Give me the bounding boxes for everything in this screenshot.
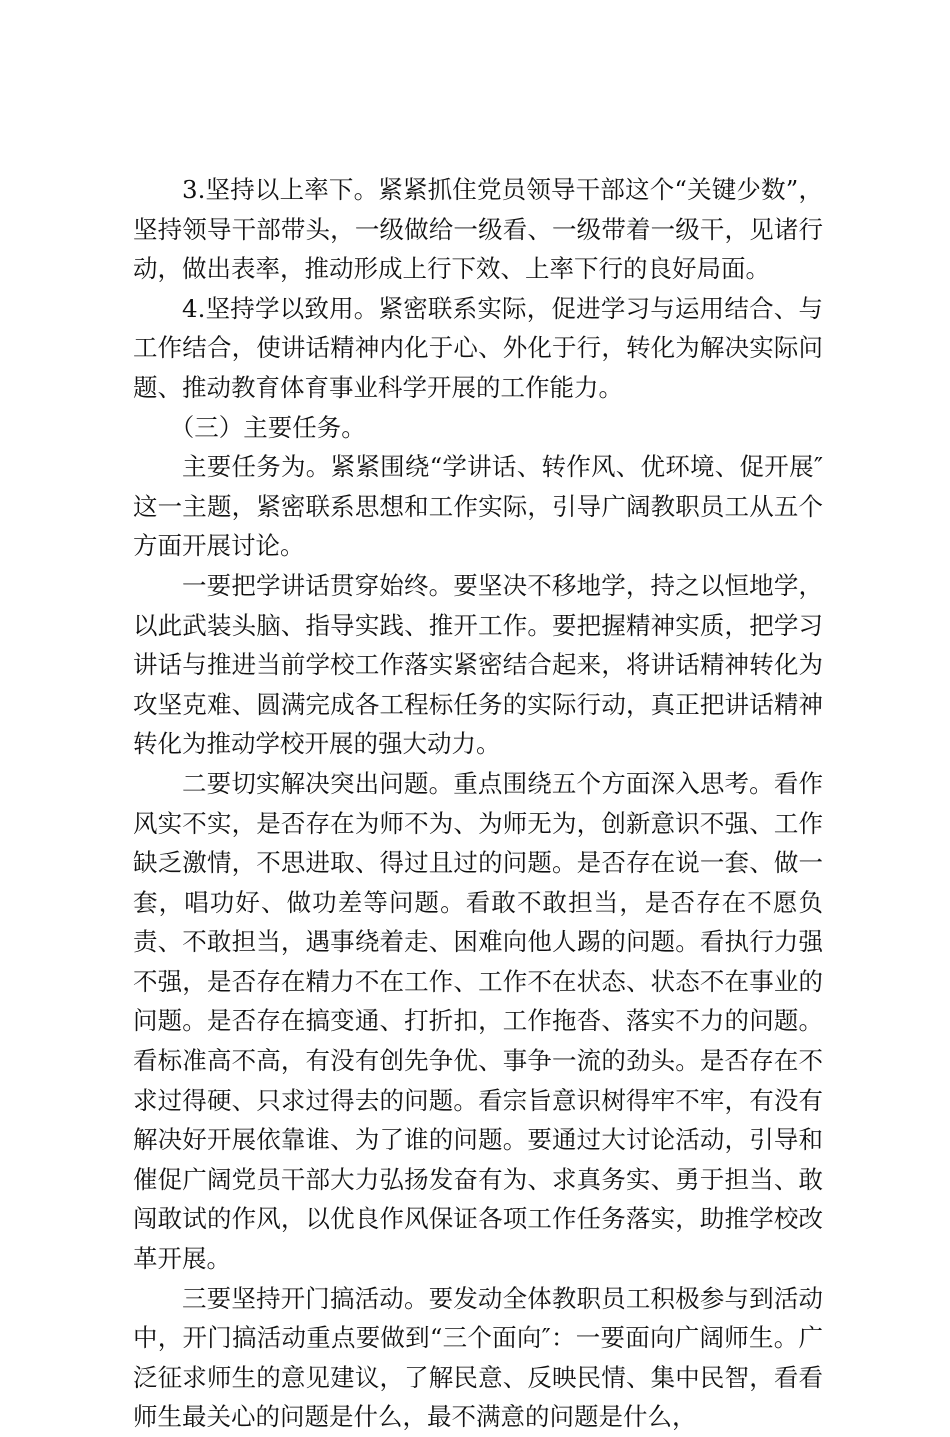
paragraph-principle-3: 3.坚持以上率下。紧紧抓住党员领导干部这个“关键少数”，坚持领导干部带头，一级做给一级看、一级带着一级干，见诸行动，做出表率，推动形成上行下效、上率下行的良好局面。 <box>133 175 823 284</box>
paragraph-principle-4: 4.坚持学以致用。紧密联系实际，促进学习与运用结合、与工作结合，使讲话精神内化于心、外化于行，转化为解决实际问题、推动教育体育事业科学开展的工作能力。 <box>133 293 823 402</box>
document-body <box>133 170 823 1437</box>
section-heading-main-tasks: （三）主要任务。 <box>169 412 366 442</box>
paragraph-task-1: 一要把学讲话贯穿始终。要坚决不移地学，持之以恒地学，以此武装头脑、指导实践、推开工作。要把握精神实质，把学习讲话与推进当前学校工作落实紧密结合起来，将讲话精神转化为攻坚克难、圆满完成各工程标任务的实际行动，真正把讲话精神转化为推动学校开展的强大动力。 <box>133 570 823 759</box>
paragraph-task-2: 二要切实解决突出问题。重点围绕五个方面深入思考。看作风实不实，是否存在为师不为、为师无为，创新意识不强、工作缺乏激情，不思进取、得过且过的问题。是否存在说一套、做一套，唱功好、做功差等问题。看敢不敢担当，是否存在不愿负责、不敢担当，遇事绕着走、困难向他人踢的问题。看执行力强不强，是否存在精力不在工作、工作不在状态、状态不在事业的问题。是否存在搞变通、打折扣，工作拖沓、落实不力的问题。看标准高不高，有没有创先争优、事争一流的劲头。是否存在不求过得硬、只求过得去的问题。看宗旨意识树得牢不牢，有没有解决好开展依靠谁、为了谁的问题。要通过大讨论活动，引导和催促广阔党员干部大力弘扬发奋有为、求真务实、勇于担当、敢闯敢试的作风，以优良作风保证各项工作任务落实，助推学校改革开展。 <box>133 768 823 1274</box>
paragraph-main-tasks-intro: 主要任务为。紧紧围绕“学讲话、转作风、优环境、促开展″这一主题，紧密联系思想和工作实际，引导广阔教职员工从五个方面开展讨论。 <box>133 452 823 561</box>
paragraph-task-3: 三要坚持开门搞活动。要发动全体教职员工积极参与到活动中，开门搞活动重点要做到“三个面向″：一要面向广阔师生。广泛征求师生的意见建议，了解民意、反映民情、集中民智，看看师生最关心的问题是什么，最不满意的问题是什么， <box>133 1283 823 1432</box>
